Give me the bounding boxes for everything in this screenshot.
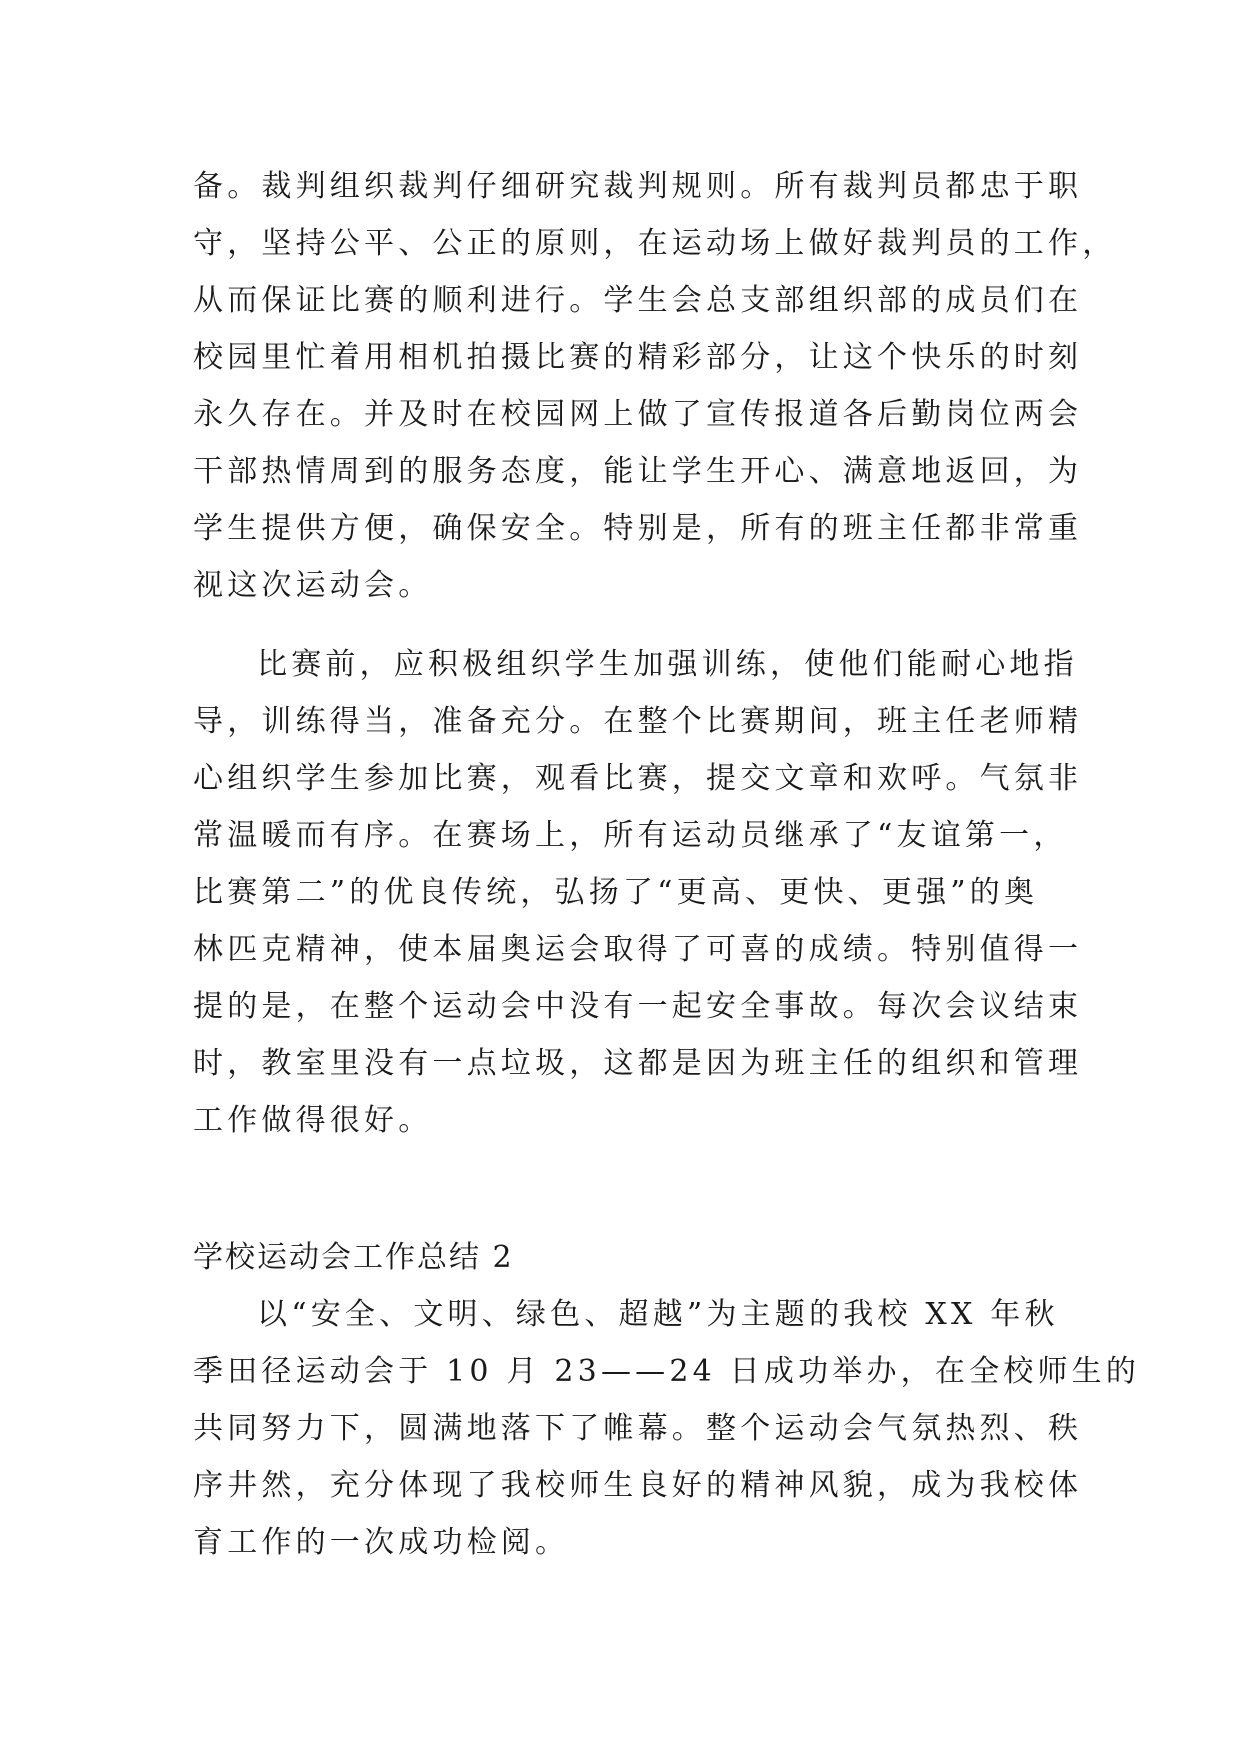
text-line: 永久存在。并及时在校园网上做了宣传报道各后勤岗位两会 xyxy=(193,397,1083,432)
text-line: 比赛第二”的优良传统，弘扬了“更高、更快、更强”的奥 xyxy=(193,875,1039,910)
text-line: 比赛前，应积极组织学生加强训练，使他们能耐心地指 xyxy=(257,647,1078,682)
text-line: 导，训练得当，准备充分。在整个比赛期间，班主任老师精 xyxy=(193,704,1083,739)
text-line: 提的是，在整个运动会中没有一起安全事故。每次会议结束 xyxy=(193,989,1083,1024)
text-line: 备。裁判组织裁判仔细研究裁判规则。所有裁判员都忠于职 xyxy=(193,169,1083,204)
paragraph-1 xyxy=(193,158,1117,614)
text-line: 季田径运动会于 10 月 23——24 日成功举办，在全校师生的 xyxy=(193,1354,1141,1389)
text-line: 心组织学生参加比赛，观看比赛，提交文章和欢呼。气氛非 xyxy=(193,761,1083,796)
text-line: 育工作的一次成功检阅。 xyxy=(193,1525,570,1560)
text-line: 时，教室里没有一点垃圾，这都是因为班主任的组织和管理 xyxy=(193,1046,1083,1081)
document-body xyxy=(193,158,1141,1571)
paragraph-3 xyxy=(193,1286,1141,1571)
text-line: 从而保证比赛的顺利进行。学生会总支部组织部的成员们在 xyxy=(193,283,1083,318)
text-line: 共同努力下，圆满地落下了帷幕。整个运动会气氛热烈、秩 xyxy=(193,1411,1083,1446)
text-line: 学生提供方便，确保安全。特别是，所有的班主任都非常重 xyxy=(193,511,1083,546)
section-spacer xyxy=(193,1149,1059,1229)
text-line: 视这次运动会。 xyxy=(193,568,433,603)
text-line: 工作做得很好。 xyxy=(193,1103,433,1138)
text-line: 常温暖而有序。在赛场上，所有运动员继承了“友谊第一， xyxy=(193,818,1068,853)
text-line: 干部热情周到的服务态度，能让学生开心、满意地返回，为 xyxy=(193,454,1083,489)
text-line: 林匹克精神，使本届奥运会取得了可喜的成绩。特别值得一 xyxy=(193,932,1083,967)
text-line: 校园里忙着用相机拍摄比赛的精彩部分，让这个快乐的时刻 xyxy=(193,340,1083,375)
paragraph-2 xyxy=(193,636,1083,1149)
section-heading: 学校运动会工作总结 2 xyxy=(193,1240,514,1275)
paragraph-spacer xyxy=(193,614,1059,636)
text-line: 守，坚持公平、公正的原则，在运动场上做好裁判员的工作， xyxy=(193,226,1117,261)
text-line: 序井然，充分体现了我校师生良好的精神风貌，成为我校体 xyxy=(193,1468,1083,1503)
text-line: 以“安全、文明、绿色、超越”为主题的我校 XX 年秋 xyxy=(257,1297,1059,1332)
